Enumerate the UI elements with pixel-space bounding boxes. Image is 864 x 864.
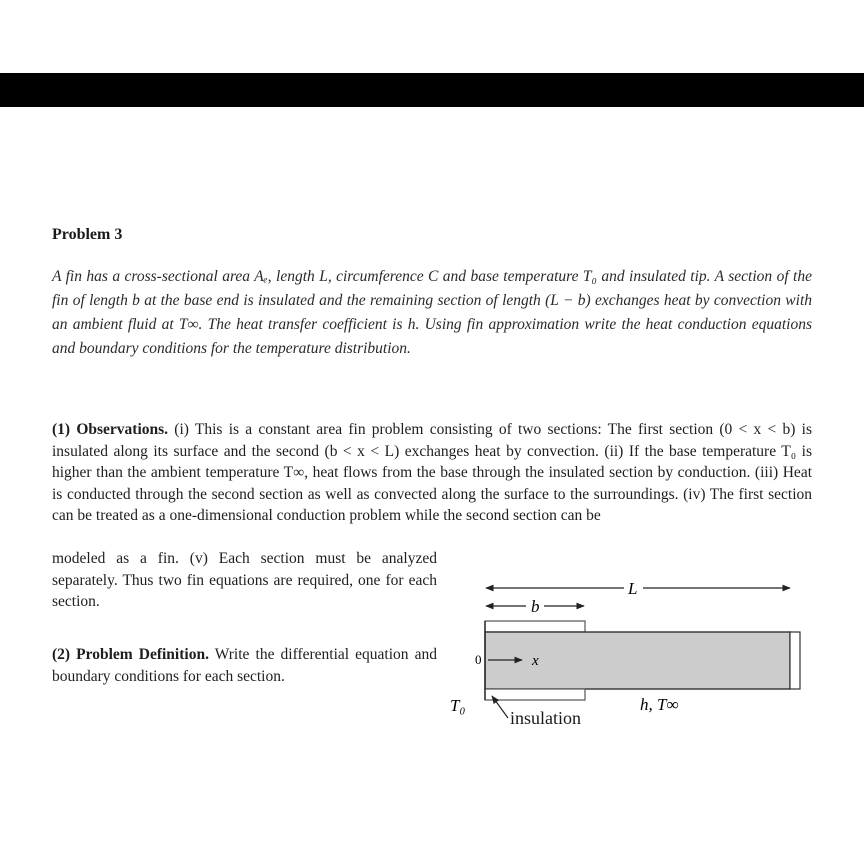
observations-heading: (1) Observations.: [52, 421, 169, 438]
origin-label: 0: [475, 652, 482, 667]
insulation-label: insulation: [510, 708, 581, 728]
definition-paragraph: [52, 644, 437, 687]
L-label: L: [628, 579, 638, 598]
insulation-top: [485, 621, 585, 632]
x-label: x: [532, 653, 539, 669]
problem-statement: A fin has a cross-sectional area Aₑ, length L, circumference C and base temperature T₀ and insulated tip. A section of the fin of length b at the base end is insulated and the remaining section of length (L − b) exchanges heat by convection with an ambient fluid at T∞. The heat transfer coefficient is h. Using fin approximation write the heat conduction equations and boundary conditions for the temperature distribution.: [52, 268, 812, 357]
definition-heading: (2) Problem Definition.: [52, 646, 209, 663]
fin-body: [485, 632, 790, 689]
definition-body: Write the differential equation and boundary conditions for each section.: [52, 646, 437, 685]
b-label: b: [531, 597, 540, 616]
observations-tail: modeled as a fin. (v) Each section must be analyzed separately. Thus two fin equations are required, one for each section.: [52, 550, 437, 610]
fin-tip-insulation: [790, 632, 800, 689]
observations-paragraph: [52, 419, 812, 527]
fin-diagram: [440, 570, 820, 740]
fin-diagram-svg: [440, 570, 820, 740]
insulation-bottom: [485, 689, 585, 700]
observations-body: (i) This is a constant area fin problem consisting of two sections: The first section (0 < x < b) is insulated along its surface and the second (b < x < L) exchanges heat by convection. (ii) If the base temperature T₀ is higher than the ambient temperature T∞, heat flows from the base through the insulated section by conduction. (iii) Heat is conducted through the second section as well as convected along the surface to the surroundings. (iv) The first section can be treated as a one-dimensional conduction problem while the second section can be: [52, 421, 812, 524]
problem-title: Problem 3: [52, 226, 123, 243]
top-black-bar: [0, 73, 864, 107]
T0-label: T₀: [450, 696, 466, 715]
h-Tinf-label: h, T∞: [640, 695, 679, 714]
